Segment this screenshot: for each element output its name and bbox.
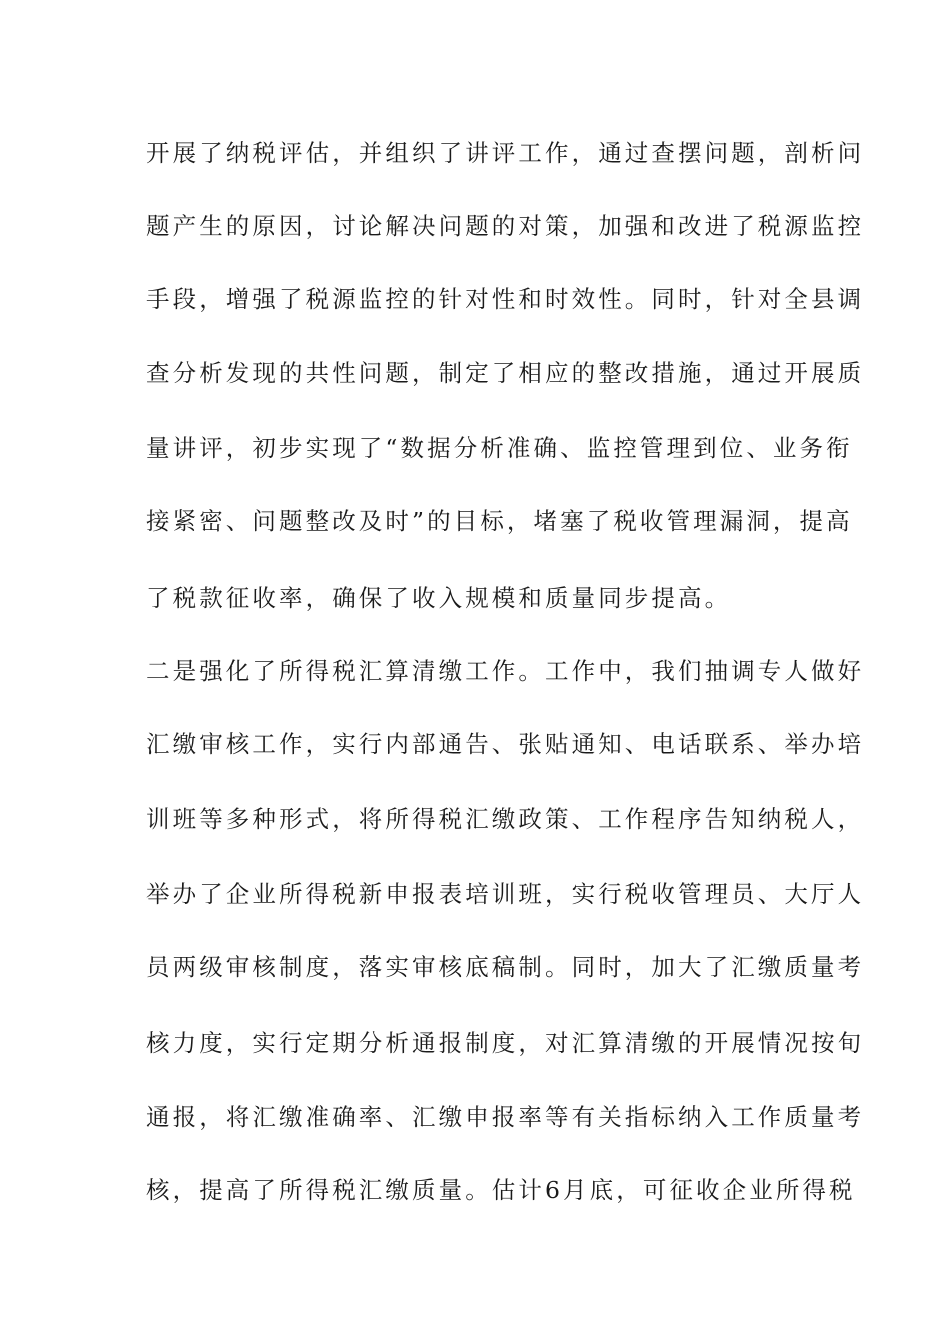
text-line-2: 题产生的原因，讨论解决问题的对策，加强和改进了税源监控 xyxy=(146,212,865,240)
text-line-13: 核力度，实行定期分析通报制度，对汇算清缴的开展情况按旬 xyxy=(146,1029,865,1057)
text-line-5: 量讲评，初步实现了“数据分析准确、监控管理到位、业务衔 xyxy=(146,434,853,462)
text-line-7: 了税款征收率，确保了收入规模和质量同步提高。 xyxy=(146,584,732,612)
text-line-4: 查分析发现的共性问题，制定了相应的整改措施，通过开展质 xyxy=(146,359,865,387)
text-line-6: 接紧密、问题整改及时”的目标，堵塞了税收管理漏洞，提高 xyxy=(146,507,853,535)
text-line-11: 举办了企业所得税新申报表培训班，实行税收管理员、大厅人 xyxy=(146,880,865,908)
text-line-10: 训班等多种形式，将所得税汇缴政策、工作程序告知纳税人， xyxy=(146,805,865,833)
text-line-9: 汇缴审核工作，实行内部通告、张贴通知、电话联系、举办培 xyxy=(146,730,865,758)
text-line-15: 核，提高了所得税汇缴质量。估计6月底，可征收企业所得税 xyxy=(146,1176,856,1204)
text-line-3: 手段，增强了税源监控的针对性和时效性。同时，针对全县调 xyxy=(146,285,865,313)
text-line-8: 二是强化了所得税汇算清缴工作。工作中，我们抽调专人做好 xyxy=(146,657,865,685)
text-line-1: 开展了纳税评估，并组织了讲评工作，通过查摆问题，剖析问 xyxy=(146,139,865,167)
text-line-12: 员两级审核制度，落实审核底稿制。同时，加大了汇缴质量考 xyxy=(146,953,865,981)
text-line-14: 通报，将汇缴准确率、汇缴申报率等有关指标纳入工作质量考 xyxy=(146,1103,865,1131)
